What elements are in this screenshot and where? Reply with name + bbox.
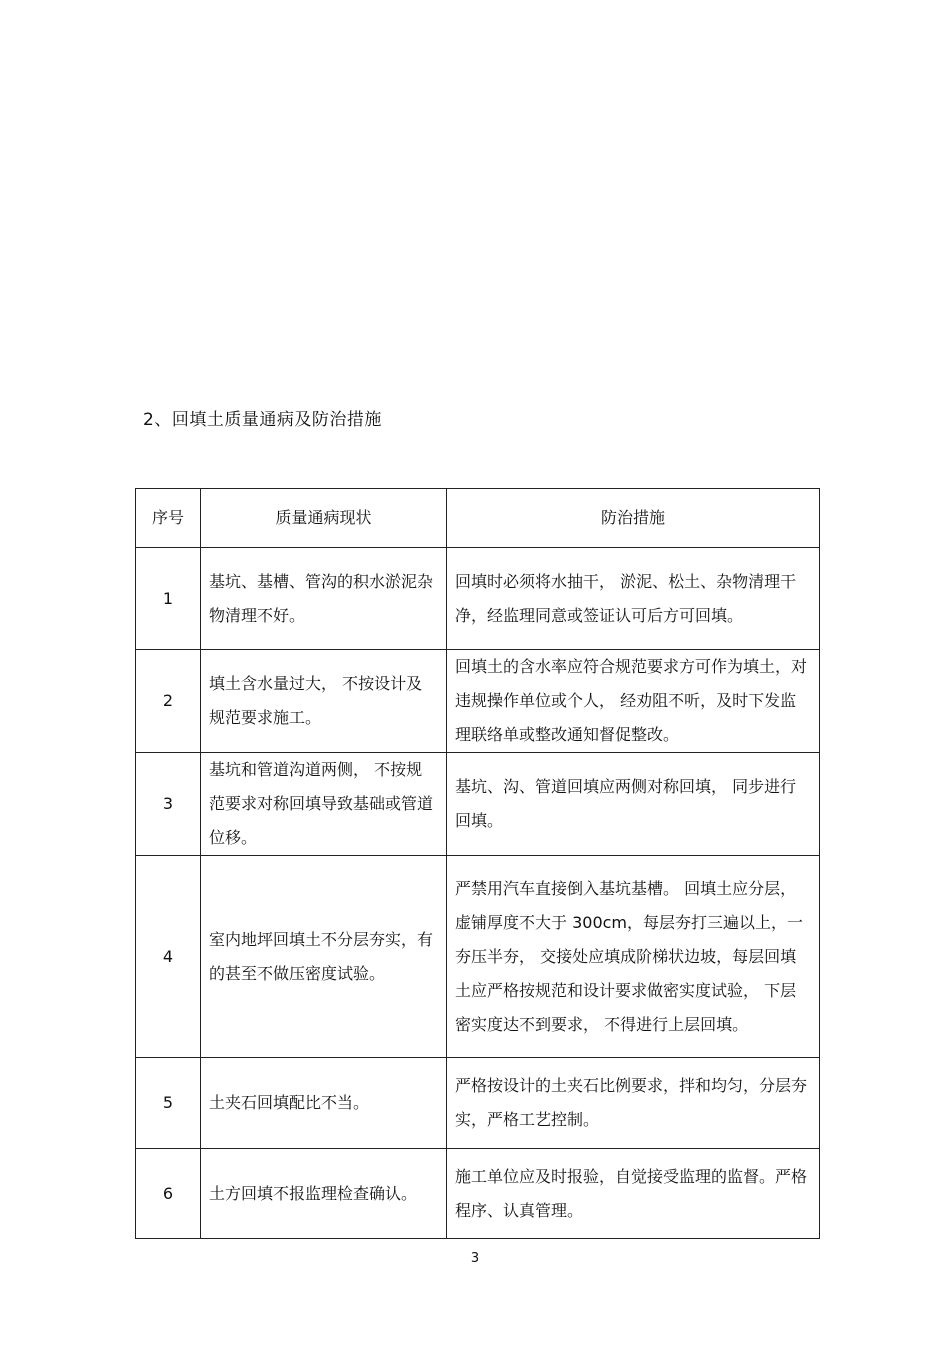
row-issue: 土方回填不报监理检查确认。 [201, 1149, 447, 1239]
row-measure: 基坑、沟、管道回填应两侧对称回填， 同步进行回填。 [447, 753, 820, 856]
row-index: 6 [136, 1149, 201, 1239]
quality-defects-table [135, 488, 820, 1239]
row-issue: 基坑、基槽、管沟的积水淤泥杂物清理不好。 [201, 548, 447, 650]
row-measure: 回填土的含水率应符合规范要求方可作为填土，对违规操作单位或个人， 经劝阻不听，及时下发监理联络单或整改通知督促整改。 [447, 650, 820, 753]
row-issue: 土夹石回填配比不当。 [201, 1058, 447, 1149]
row-measure: 回填时必须将水抽干， 淤泥、松土、杂物清理干净，经监理同意或签证认可后方可回填。 [447, 548, 820, 650]
row-measure: 施工单位应及时报验，自觉接受监理的监督。严格程序、认真管理。 [447, 1149, 820, 1239]
row-index: 4 [136, 856, 201, 1058]
table-header-row [136, 489, 820, 548]
row-index: 2 [136, 650, 201, 753]
row-index: 3 [136, 753, 201, 856]
page-number: 3 [470, 1251, 480, 1266]
table-row [136, 856, 820, 1058]
section-title: 2、回填土质量通病及防治措施 [143, 410, 382, 430]
header-index: 序号 [136, 489, 201, 548]
header-measure: 防治措施 [447, 489, 820, 548]
row-index: 5 [136, 1058, 201, 1149]
table-row [136, 650, 820, 753]
table-row [136, 548, 820, 650]
row-issue: 室内地坪回填土不分层夯实，有的甚至不做压密度试验。 [201, 856, 447, 1058]
table-row [136, 753, 820, 856]
table-row [136, 1149, 820, 1239]
row-index: 1 [136, 548, 201, 650]
table-row [136, 1058, 820, 1149]
row-issue: 填土含水量过大， 不按设计及规范要求施工。 [201, 650, 447, 753]
row-issue: 基坑和管道沟道两侧， 不按规范要求对称回填导致基础或管道位移。 [201, 753, 447, 856]
row-measure: 严禁用汽车直接倒入基坑基槽。 回填土应分层，虚铺厚度不大于 300cm，每层夯打三遍以上，一夯压半夯， 交接处应填成阶梯状边坡，每层回填土应严格按规范和设计要求做密实度试验， 下层密实度达不到要求， 不得进行上层回填。 [447, 856, 820, 1058]
header-issue: 质量通病现状 [201, 489, 447, 548]
row-measure: 严格按设计的土夹石比例要求，拌和均匀，分层夯实，严格工艺控制。 [447, 1058, 820, 1149]
